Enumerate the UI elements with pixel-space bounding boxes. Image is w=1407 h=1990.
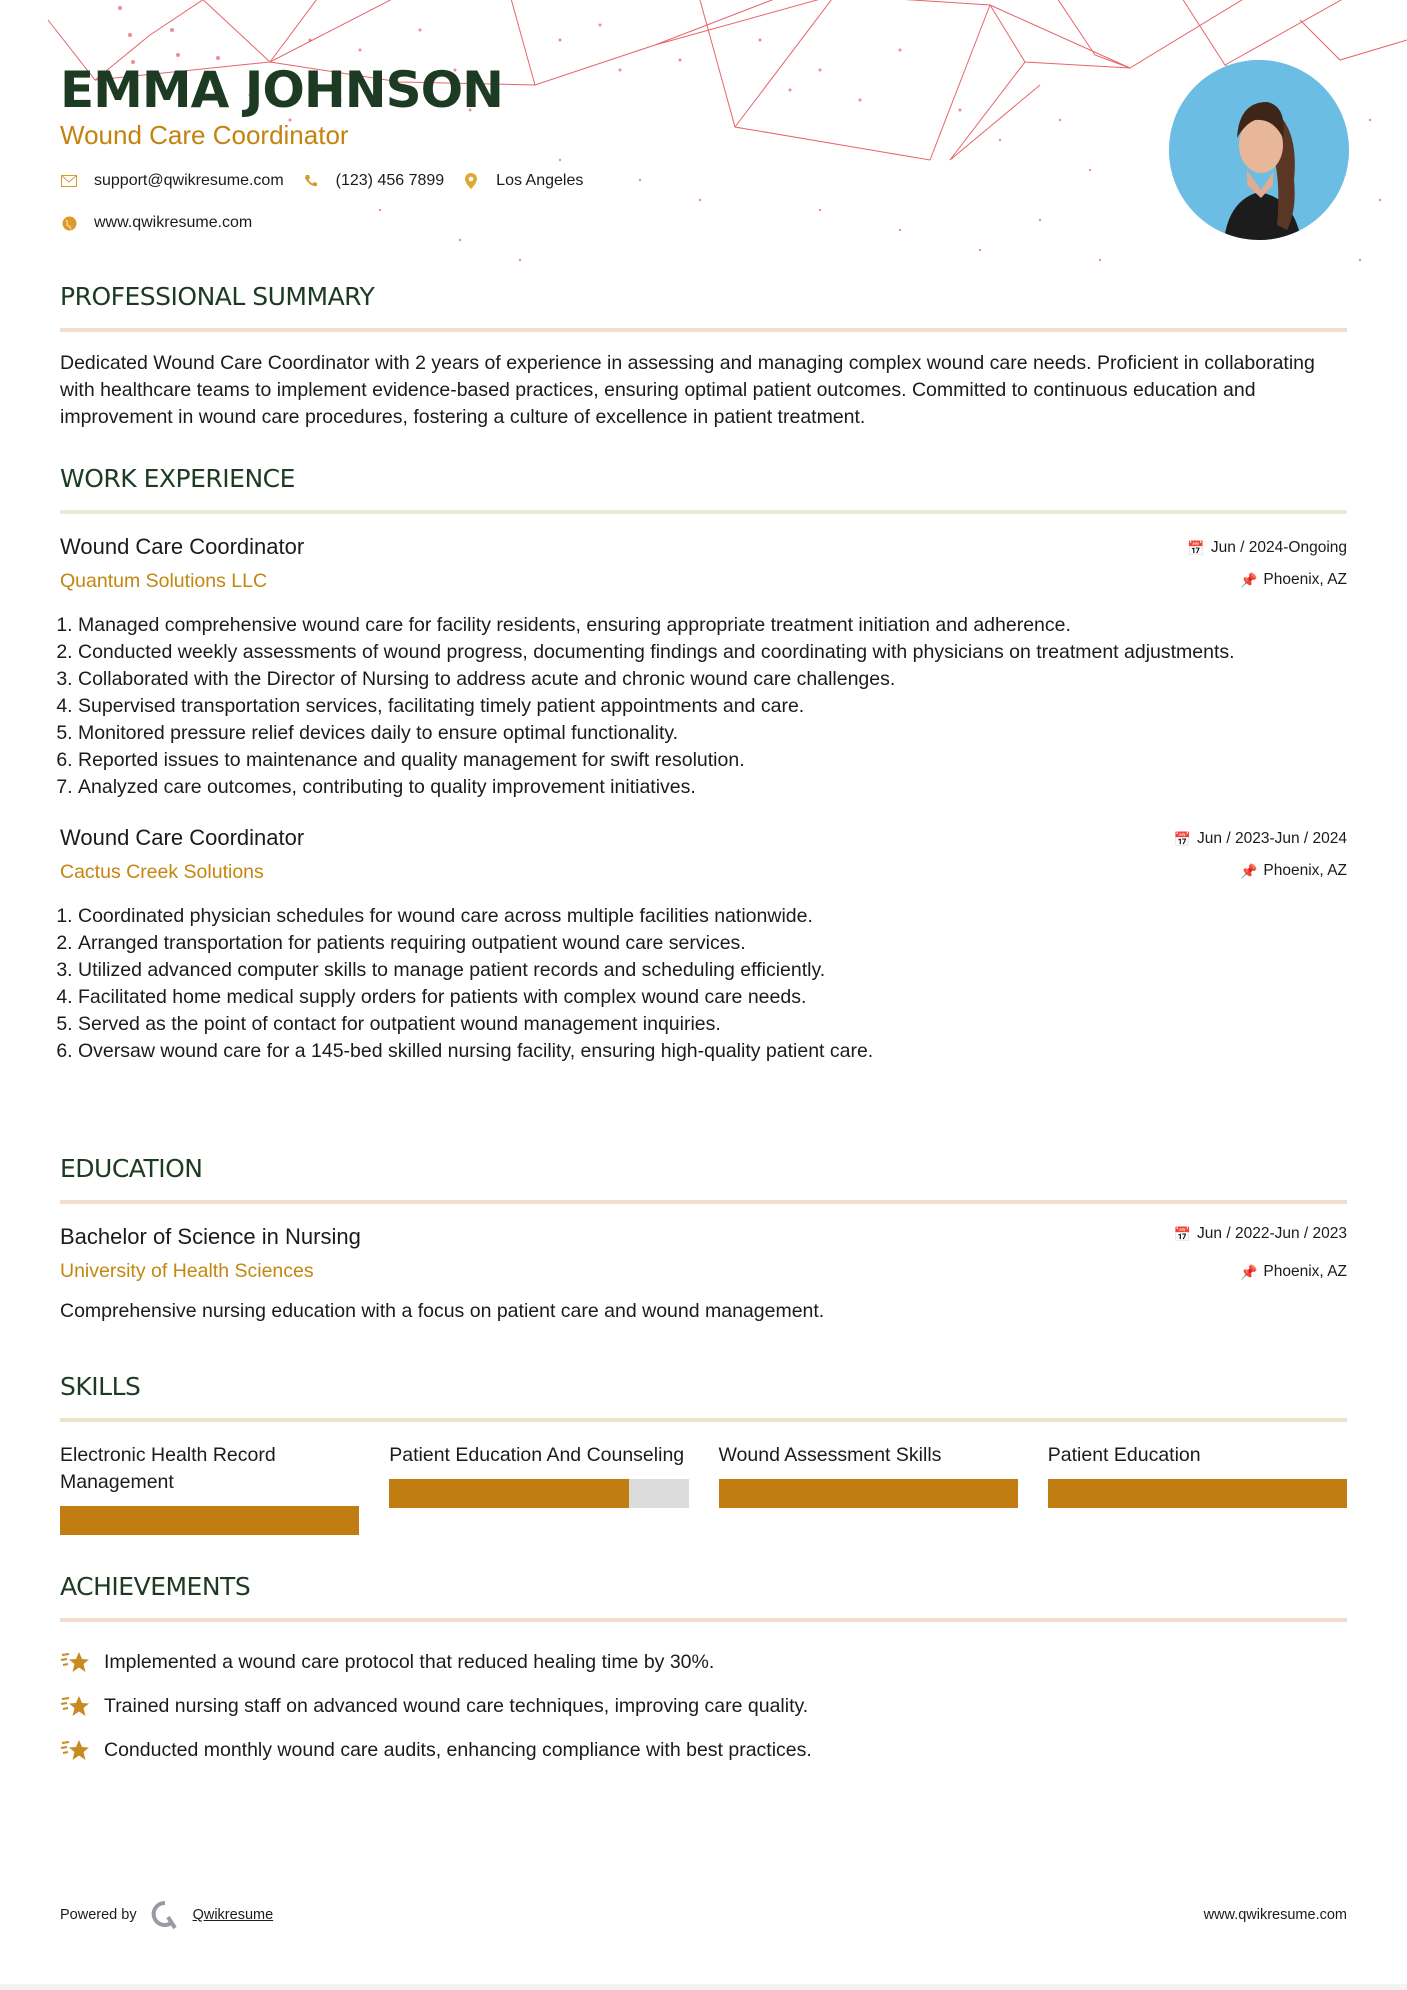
section-divider — [60, 1418, 1347, 1422]
star-award-icon — [60, 1649, 90, 1675]
job-title-block — [60, 823, 304, 887]
contact-row-website — [60, 214, 270, 232]
globe-icon — [60, 214, 78, 232]
achievement-text: Trained nursing staff on advanced wound care techniques, improving care quality. — [104, 1694, 809, 1717]
contact-email[interactable] — [60, 172, 284, 190]
skill-level-fill — [1048, 1479, 1347, 1508]
job-location — [1174, 861, 1347, 881]
section-divider — [60, 1200, 1347, 1204]
duty-item: 6. Reported issues to maintenance and quality management for swift resolution. — [78, 747, 1347, 774]
portrait-illustration — [1169, 60, 1349, 240]
job-location-text: Phoenix, AZ — [1263, 571, 1347, 588]
skills-heading: SKILLS — [60, 1372, 141, 1401]
education-title-block — [60, 1222, 361, 1286]
job-header — [60, 532, 1347, 596]
skill-level-fill — [389, 1479, 628, 1508]
star-award-icon — [60, 1737, 90, 1763]
job-entry — [60, 532, 1347, 801]
job-company: Cactus Creek Solutions — [60, 861, 264, 883]
contact-row — [60, 172, 601, 190]
achievements-heading: ACHIEVEMENTS — [60, 1572, 251, 1601]
duty-item: 3. Collaborated with the Director of Nursing to address acute and chronic wound care challenges. — [78, 666, 1347, 693]
skill-item — [1048, 1442, 1347, 1535]
education-meta — [1174, 1222, 1347, 1282]
job-dates — [1187, 538, 1347, 558]
skills-section — [60, 1370, 1347, 1535]
achievement-item — [60, 1728, 1347, 1772]
profile-photo — [1169, 60, 1349, 240]
contact-location — [462, 172, 583, 190]
school: University of Health Sciences — [60, 1260, 314, 1282]
pushpin-icon: 📌 — [1239, 1264, 1258, 1280]
qwikresume-link[interactable]: Qwikresume — [192, 1907, 274, 1923]
map-pin-icon — [462, 172, 480, 190]
page-bottom-edge — [0, 1984, 1407, 1990]
duty-item: 1. Managed comprehensive wound care for facility residents, ensuring appropriate treatment initiation and adherence. — [78, 612, 1347, 639]
job-duties-list — [60, 903, 1347, 1065]
job-meta — [1187, 532, 1347, 590]
website-text: www.qwikresume.com — [94, 214, 253, 231]
skill-item — [389, 1442, 688, 1535]
education-section — [60, 1152, 1347, 1325]
email-text: support@qwikresume.com — [94, 172, 284, 189]
summary-section — [60, 280, 1347, 431]
pushpin-icon: 📌 — [1239, 863, 1258, 879]
skill-level-fill — [719, 1479, 1018, 1508]
skill-name: Patient Education — [1047, 1444, 1201, 1466]
phone-text: (123) 456 7899 — [335, 172, 445, 189]
job-title: Wound Care Coordinator — [60, 825, 305, 850]
skill-name: Electronic Health Record Management — [60, 1444, 276, 1493]
education-location-text: Phoenix, AZ — [1263, 1263, 1347, 1280]
achievement-text: Implemented a wound care protocol that reduced healing time by 30%. — [104, 1650, 715, 1673]
education-location — [1174, 1262, 1347, 1282]
duty-item: 5. Monitored pressure relief devices daily to ensure optimal functionality. — [78, 720, 1347, 747]
job-dates-text: Jun / 2024-Ongoing — [1210, 539, 1347, 556]
job-meta — [1174, 823, 1347, 881]
duty-item: 6. Oversaw wound care for a 145-bed skilled nursing facility, ensuring high-quality patient care. — [78, 1038, 1347, 1065]
star-award-icon — [60, 1693, 90, 1719]
summary-heading: PROFESSIONAL SUMMARY — [60, 282, 375, 311]
powered-by — [60, 1900, 273, 1930]
skill-item — [719, 1442, 1018, 1535]
job-location-text: Phoenix, AZ — [1263, 862, 1347, 879]
section-divider — [60, 510, 1347, 514]
experience-heading: WORK EXPERIENCE — [60, 464, 295, 493]
candidate-name: EMMA JOHNSON — [60, 61, 503, 119]
calendar-icon: 📅 — [1187, 540, 1205, 556]
footer — [60, 1900, 1347, 1930]
summary-text: Dedicated Wound Care Coordinator with 2 years of experience in assessing and managing complex wound care needs. Proficient in collaborating with healthcare teams to implement evidence-based practices, ensuring optimal patient outcomes. Committed to continuous education and improvement in wound care procedures, fostering a culture of excellence in patient treatment. — [60, 352, 1315, 428]
achievement-text: Conducted monthly wound care audits, enhancing compliance with best practices. — [104, 1738, 812, 1761]
job-header — [60, 823, 1347, 887]
duty-item: 2. Arranged transportation for patients requiring outpatient wound care services. — [78, 930, 1347, 957]
skill-item — [60, 1442, 359, 1535]
contact-phone[interactable] — [302, 172, 445, 190]
skill-name: Patient Education And Counseling — [389, 1444, 685, 1466]
education-entry — [60, 1222, 1347, 1325]
calendar-icon: 📅 — [1173, 1226, 1192, 1242]
footer-website[interactable]: www.qwikresume.com — [1203, 1907, 1347, 1923]
duty-item: 4. Facilitated home medical supply orders for patients with complex wound care needs. — [78, 984, 1347, 1011]
achievement-item — [60, 1684, 1347, 1728]
job-title-block — [60, 532, 304, 596]
education-description: Comprehensive nursing education with a focus on patient care and wound management. — [60, 1300, 825, 1322]
education-header — [60, 1222, 1347, 1286]
degree: Bachelor of Science in Nursing — [60, 1224, 361, 1249]
education-dates — [1174, 1224, 1347, 1244]
duty-item: 3. Utilized advanced computer skills to manage patient records and scheduling efficiently. — [78, 957, 1347, 984]
job-title: Wound Care Coordinator — [60, 534, 305, 559]
envelope-icon — [60, 172, 78, 190]
job-entry — [60, 823, 1347, 1065]
skill-level-bar — [60, 1506, 359, 1535]
pushpin-icon: 📌 — [1239, 572, 1258, 588]
phone-icon — [302, 172, 320, 190]
contact-website[interactable] — [60, 214, 252, 232]
duty-item: 4. Supervised transportation services, facilitating timely patient appointments and care. — [78, 693, 1347, 720]
job-location — [1187, 570, 1347, 590]
skill-level-bar — [389, 1479, 688, 1508]
skill-level-bar — [719, 1479, 1018, 1508]
duty-item: 7. Analyzed care outcomes, contributing to quality improvement initiatives. — [78, 774, 1347, 801]
qwikresume-logo-icon — [151, 1900, 179, 1930]
duty-item: 1. Coordinated physician schedules for wound care across multiple facilities nationwide. — [78, 903, 1347, 930]
duty-item: 2. Conducted weekly assessments of wound progress, documenting findings and coordinating with physicians on treatment adjustments. — [78, 639, 1347, 666]
section-divider — [60, 1618, 1347, 1622]
job-duties-list — [60, 612, 1347, 801]
experience-section — [60, 462, 1347, 1065]
skill-level-bar — [1048, 1479, 1347, 1508]
skills-grid — [60, 1442, 1347, 1535]
candidate-title: Wound Care Coordinator — [60, 120, 349, 150]
achievements-list — [60, 1640, 1347, 1772]
education-heading: EDUCATION — [60, 1154, 203, 1183]
section-divider — [60, 328, 1347, 332]
job-dates — [1174, 829, 1347, 849]
achievement-item — [60, 1640, 1347, 1684]
location-text: Los Angeles — [496, 172, 584, 189]
job-dates-text: Jun / 2023-Jun / 2024 — [1197, 830, 1347, 847]
job-company: Quantum Solutions LLC — [60, 570, 268, 592]
skill-level-fill — [60, 1506, 359, 1535]
skill-name: Wound Assessment Skills — [718, 1444, 942, 1466]
powered-by-label: Powered by — [60, 1907, 137, 1923]
achievements-section — [60, 1570, 1347, 1772]
duty-item: 5. Served as the point of contact for outpatient wound management inquiries. — [78, 1011, 1347, 1038]
education-dates-text: Jun / 2022-Jun / 2023 — [1197, 1225, 1347, 1242]
calendar-icon: 📅 — [1173, 831, 1192, 847]
